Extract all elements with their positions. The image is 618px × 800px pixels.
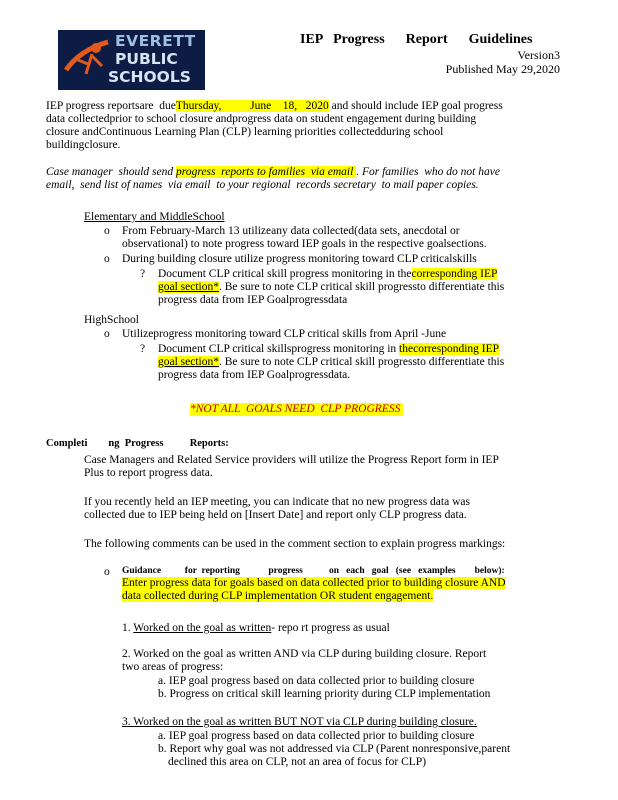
completing-item-1 <box>84 454 564 480</box>
list-text: . Be sure to note CLP critical skill progressto differentiate this <box>219 356 505 368</box>
list-text: observational) to note progress toward IEP goals in the respective goalsections. <box>122 238 487 250</box>
elementary-item-1 <box>122 225 562 251</box>
list-text: . Be sure to note CLP critical skill progressto differentiate this <box>219 281 505 293</box>
example-number: 1. <box>122 622 134 634</box>
example-text: 2. Worked on the goal as written AND via CLP during building closure. Report <box>122 648 487 660</box>
example-subitem: b. Progress on critical skill learning priority during CLP implementation <box>158 688 491 700</box>
example-2-subitems <box>158 675 568 701</box>
intro-paragraph <box>46 100 566 152</box>
list-highlight: goal section* <box>158 281 219 293</box>
example-subitem: declined this area on CLP, not an area of focus for CLP) <box>168 756 427 768</box>
district-logo <box>58 30 205 90</box>
highschool-heading: HighSchool <box>84 314 139 326</box>
sub-bullet-icon: o <box>104 253 110 265</box>
intro-text: data collectedprior to school closure andprogress data on student engagement during building <box>46 113 477 125</box>
example-subitem: a. IEP goal progress based on data collected prior to building closure <box>158 675 475 687</box>
list-text: Case Managers and Related Service providers will utilize the Progress Report form in IEP <box>84 454 499 466</box>
list-text: progress data from IEP Goalprogressdata. <box>158 369 351 381</box>
note-text: Case manager should send <box>46 166 177 178</box>
example-1 <box>122 622 390 635</box>
version-text: Version3 <box>517 48 560 62</box>
example-text: two areas of progress: <box>122 661 224 673</box>
highschool-item-2 <box>158 343 568 382</box>
elementary-item-3 <box>158 268 568 307</box>
list-highlight: thecorresponding IEP <box>399 343 500 355</box>
list-text: Plus to report progress data. <box>84 467 213 479</box>
sub-bullet-icon: o <box>104 566 110 578</box>
example-2 <box>122 648 572 674</box>
list-text: Document CLP critical skillsprogress monitoring in <box>158 343 400 355</box>
sub-sub-bullet-icon: ? <box>140 268 146 280</box>
guidance-highlight: Enter progress data for goals based on data collected prior to building closure AND <box>122 577 506 589</box>
example-3-subitems <box>158 730 568 769</box>
sub-sub-bullet-icon: ? <box>140 343 146 355</box>
logo-line-3: SCHOOLS <box>108 68 191 86</box>
case-manager-note <box>46 166 566 192</box>
note-highlight: progress reports to families via email <box>176 166 357 178</box>
intro-text: and should include IEP goal progress <box>328 100 503 112</box>
elementary-item-2: During building closure utilize progress monitoring toward CLP criticalskills <box>122 253 477 265</box>
completing-item-2 <box>84 496 564 522</box>
highschool-item-1: Utilizeprogress monitoring toward CLP critical skills from April -June <box>122 328 447 340</box>
example-subitem: a. IEP goal progress based on data collected prior to building closure <box>158 730 475 742</box>
guidance-block <box>122 565 572 603</box>
list-text: If you recently held an IEP meeting, you can indicate that no new progress data was <box>84 496 470 508</box>
published-date: Published May 29,2020 <box>445 62 560 76</box>
logo-line-2: PUBLIC <box>115 50 178 68</box>
list-text: Document CLP critical skill progress monitoring in the <box>158 268 412 280</box>
page-title: IEP Progress Report Guidelines <box>300 32 533 47</box>
example-subitem: b. Report why goal was not addressed via CLP (Parent nonresponsive,parent <box>158 743 511 755</box>
completing-heading: Completi ng Progress Reports: <box>46 438 229 449</box>
sub-bullet-icon: o <box>104 225 110 237</box>
list-highlight: goal section* <box>158 356 219 368</box>
guidance-heading: Guidance for reporting progress on each goal (see examples below): <box>122 566 505 576</box>
intro-text: IEP progress reportsare due <box>46 100 176 112</box>
intro-text: buildingclosure. <box>46 139 121 151</box>
list-highlight: corresponding IEP <box>411 268 498 280</box>
list-text: collected due to IEP being held on [Insert Date] and report only CLP progress data. <box>84 509 467 521</box>
example-title: Worked on the goal as written <box>133 622 272 634</box>
list-text: progress data from IEP Goalprogressdata <box>158 294 348 306</box>
note-text: . For families who do not have <box>356 166 500 178</box>
note-text: email, send list of names via email to your regional records secretary to mail paper copies. <box>46 179 479 191</box>
not-all-goals-note: *NOT ALL GOALS NEED CLP PROGRESS <box>190 403 404 415</box>
completing-item-3: The following comments can be used in the comment section to explain progress markings: <box>84 538 506 550</box>
example-text: - repo rt progress as usual <box>271 622 390 634</box>
logo-line-1: EVERETT <box>115 32 196 50</box>
example-3: 3. Worked on the goal as written BUT NOT via CLP during building closure. <box>122 716 477 728</box>
intro-text: closure andContinuous Learning Plan (CLP) learning priorities collectedduring school <box>46 126 444 138</box>
list-text: From February-March 13 utilizeany data collected(data sets, anecdotal or <box>122 225 460 237</box>
sub-bullet-icon: o <box>104 328 110 340</box>
due-date: Thursday, June 18, 2020 <box>175 100 329 112</box>
guidance-highlight: data collected during CLP implementation OR student engagement. <box>122 590 434 602</box>
elementary-heading: Elementary and MiddleSchool <box>84 211 225 223</box>
